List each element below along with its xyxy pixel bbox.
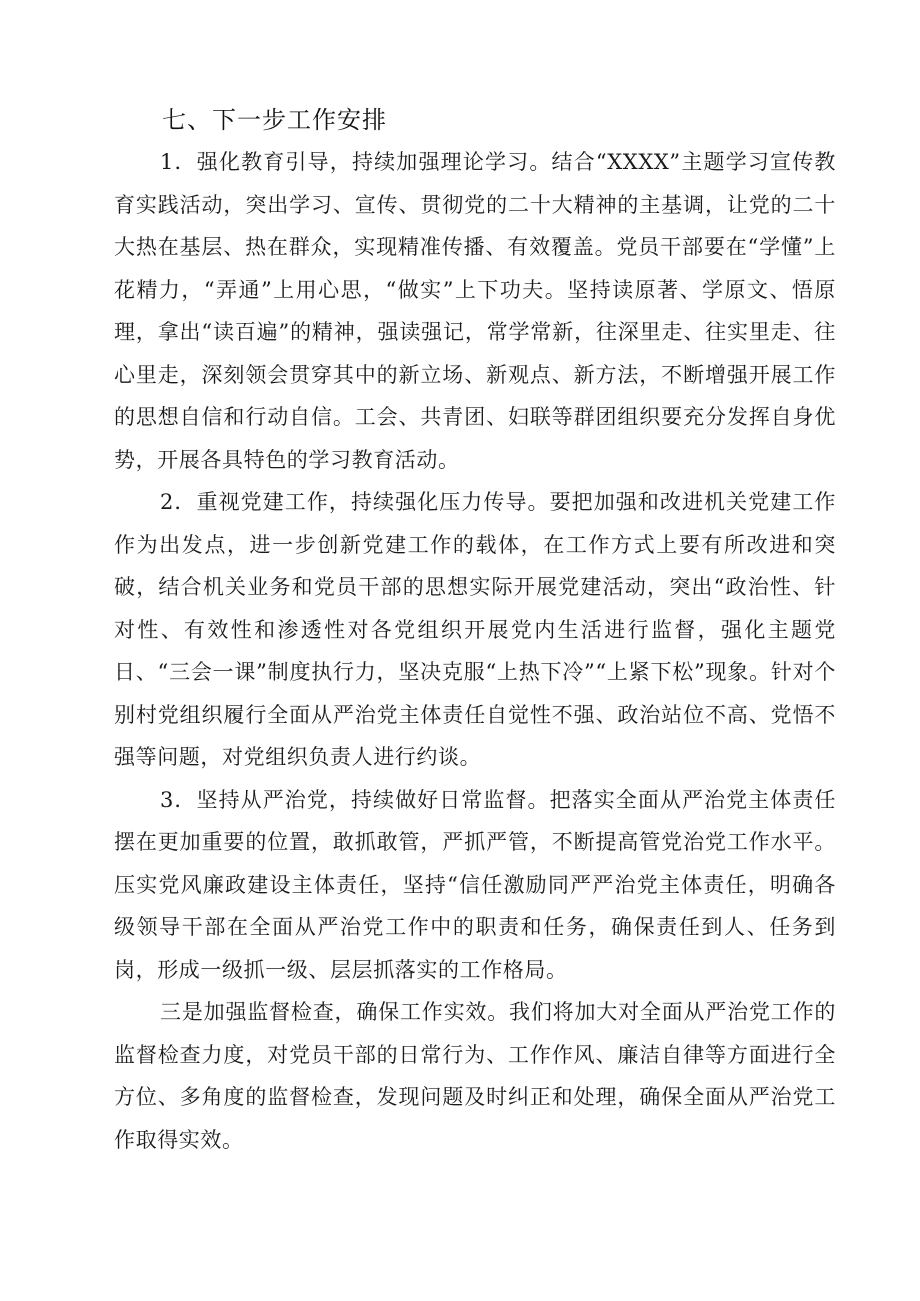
paragraph-2: 2．重视党建工作，持续强化压力传导。要把加强和改进机关党建工作作为出发点，进一步创新党建工作的载体，在工作方式上要有所改进和突破，结合机关业务和党员干部的思想实际开展党建活动，突出“政治性、针对性、有效性和渗透性对各党组织开展党内生活进行监督，强化主题党日、“三会一课”制度执行力，坚决克服“上热下冷”“上紧下松”现象。针对个别村党组织履行全面从严治党主体责任自觉性不强、政治站位不高、党悟不强等问题，对党组织负责人进行约谈。 xyxy=(114,490,836,769)
document-body xyxy=(114,141,836,1161)
paragraph-3: 3．坚持从严治党，持续做好日常监督。把落实全面从严治党主体责任摆在更加重要的位置，敢抓敢管，严抓严管，不断提高管党治党工作水平。压实党风廉政建设主体责任，坚持“信任激励同严严治党主体责任，明确各级领导干部在全面从严治党工作中的职责和任务，确保责任到人、任务到岗，形成一级抓一级、层层抓落实的工作格局。 xyxy=(114,787,836,982)
paragraph-4: 三是加强监督检查，确保工作实效。我们将加大对全面从严治党工作的监督检查力度，对党员干部的日常行为、工作作风、廉洁自律等方面进行全方位、多角度的监督检查，发现问题及时纠正和处理，确保全面从严治党工作取得实效。 xyxy=(114,1000,836,1152)
section-heading: 七、下一步工作安排 xyxy=(162,106,387,134)
paragraph-1: 1．强化教育引导，持续加强理论学习。结合“XXXX”主题学习宣传教育实践活动，突出学习、宣传、贯彻党的二十大精神的主基调，让党的二十大热在基层、热在群众，实现精准传播、有效覆盖。党员干部要在“学懂”上花精力，“弄通”上用心思，“做实”上下功夫。坚持读原著、学原文、悟原理，拿出“读百遍”的精神，强读强记，常学常新，往深里走、往实里走、往心里走，深刻领会贯穿其中的新立场、新观点、新方法，不断增强开展工作的思想自信和行动自信。工会、共青团、妇联等群团组织要充分发挥自身优势，开展各具特色的学习教育活动。 xyxy=(114,150,836,472)
